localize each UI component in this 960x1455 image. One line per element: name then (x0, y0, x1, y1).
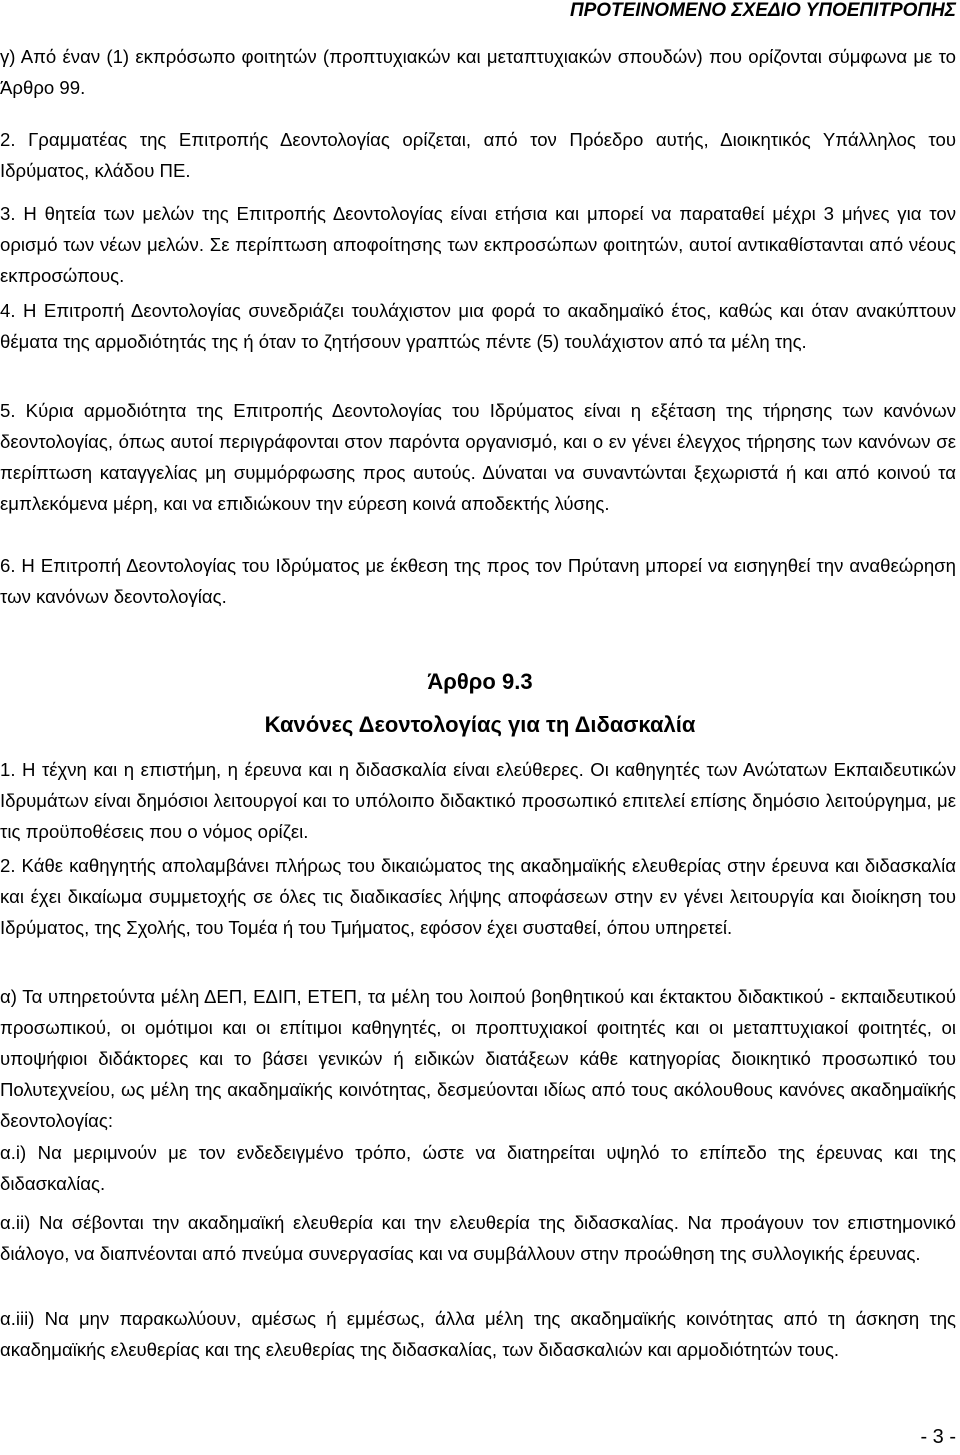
article-number: Άρθρο 9.3 (427, 669, 533, 694)
article-title: Κανόνες Δεοντολογίας για τη Διδασκαλία (264, 712, 696, 737)
article-paragraph-1: 1. Η τέχνη και η επιστήμη, η έρευνα και η διδασκαλία είναι ελεύθερες. Οι καθηγητές των Ανώτατων Εκπαιδευτικών Ιδρυμάτων είναι δημόσιοι λειτουργοί και το υπόλοιπο διδακτικό προσωπικό επιτελεί επίσης δημόσιο λειτούργημα, με τις προϋποθέσεις που ο νόμος ορίζει. (0, 759, 956, 842)
article-paragraph-alpha-iii: α.iii) Να μην παρακωλύουν, αμέσως ή εμμέσως, άλλα μέλη της ακαδημαϊκής κοινότητας από τη άσκηση της ακαδημαϊκής ελευθερίας και της ελευθερίας της διδασκαλίας, των διδασκαλιών και αρμοδιότητών τους. (0, 1308, 956, 1360)
article-paragraph-alpha-i: α.i) Να μεριμνούν με τον ενδεδειγμένο τρόπο, ώστε να διατηρείται υψηλό το επίπεδο της έρευνας και της διδασκαλίας. (0, 1142, 956, 1194)
page-number: - 3 - (920, 1426, 956, 1448)
paragraph-5: 5. Κύρια αρμοδιότητα της Επιτροπής Δεοντολογίας του Ιδρύματος είναι η εξέταση της τήρησης των κανόνων δεοντολογίας, όπως αυτοί περιγράφονται στον παρόντα οργανισμό, και ο εν γένει έλεγχος τήρησης των κανόνων σε περίπτωση καταγγελίας μη συμμόρφωσης προς αυτούς. Δύναται να συναντώνται ξεχωριστά ή και από κοινού τα εμπλεκόμενα μέρη, και να επιδιώκουν την εύρεση κοινά αποδεκτής λύσης. (0, 400, 956, 514)
article-paragraph-alpha: α) Τα υπηρετούντα μέλη ΔΕΠ, ΕΔΙΠ, ΕΤΕΠ, τα μέλη του λοιπού βοηθητικού και έκτακτου διδακτικού - εκπαιδευτικού προσωπικού, οι ομότιμοι και οι επίτιμοι καθηγητές, οι προπτυχιακοί φοιτητές και οι μεταπτυχιακοί φοιτητές, οι υποψήφιοι διδάκτορες και το βάσει γενικών ή ειδικών διατάξεων κάθε κατηγορίας διοικητικό προσωπικό του Πολυτεχνείου, ως μέλη της ακαδημαϊκής κοινότητας, δεσμεύονται ιδίως από τους ακόλουθους κανόνες ακαδημαϊκής δεοντολογίας: (0, 986, 956, 1131)
paragraph-3: 3. Η θητεία των μελών της Επιτροπής Δεοντολογίας είναι ετήσια και μπορεί να παραταθεί μέχρι 3 μήνες για τον ορισμό των νέων μελών. Σε περίπτωση αποφοίτησης των εκπροσώπων φοιτητών, αυτοί αντικαθίστανται από νέους εκπροσώπους. (0, 203, 956, 286)
paragraph-2: 2. Γραμματέας της Επιτροπής Δεοντολογίας ορίζεται, από τον Πρόεδρο αυτής, Διοικητικός Υπάλληλος του Ιδρύματος, κλάδου ΠΕ. (0, 129, 956, 181)
article-paragraph-alpha-ii: α.ii) Να σέβονται την ακαδημαϊκή ελευθερία και την ελευθερία της διδασκαλίας. Να προάγουν τον επιστημονικό διάλογο, να διαπνέονται από πνεύμα συνεργασίας και να συμβάλλουν στην προώθηση της συλλογικής έρευνας. (0, 1212, 956, 1264)
paragraph-6: 6. Η Επιτροπή Δεοντολογίας του Ιδρύματος με έκθεση της προς τον Πρύτανη μπορεί να εισηγηθεί την αναθεώρηση των κανόνων δεοντολογίας. (0, 555, 956, 607)
page-header: ΠΡΟΤΕΙΝΟΜΕΝΟ ΣΧΕΔΙΟ ΥΠΟΕΠΙΤΡΟΠΗΣ (569, 0, 956, 21)
paragraph-1-gamma: γ) Από έναν (1) εκπρόσωπο φοιτητών (προπτυχιακών και μεταπτυχιακών σπουδών) που ορίζονται σύμφωνα με το Άρθρο 99. (0, 46, 956, 98)
paragraph-4: 4. Η Επιτροπή Δεοντολογίας συνεδριάζει τουλάχιστον μια φορά το ακαδημαϊκό έτος, καθώς και όταν ανακύπτουν θέματα της αρμοδιότητάς της ή όταν το ζητήσουν γραπτώς πέντε (5) τουλάχιστον από τα μέλη της. (0, 300, 956, 352)
article-paragraph-2: 2. Κάθε καθηγητής απολαμβάνει πλήρως του δικαιώματος της ακαδημαϊκής ελευθερίας στην έρευνα και διδασκαλία και έχει δικαίωμα συμμετοχής σε όλες τις διαδικασίες λήψης αποφάσεων στην εν γένει λειτουργία και διοίκηση του Ιδρύματος, της Σχολής, του Τομέα ή του Τμήματος, εφόσον έχει συσταθεί, όπου υπηρετεί. (0, 855, 956, 938)
